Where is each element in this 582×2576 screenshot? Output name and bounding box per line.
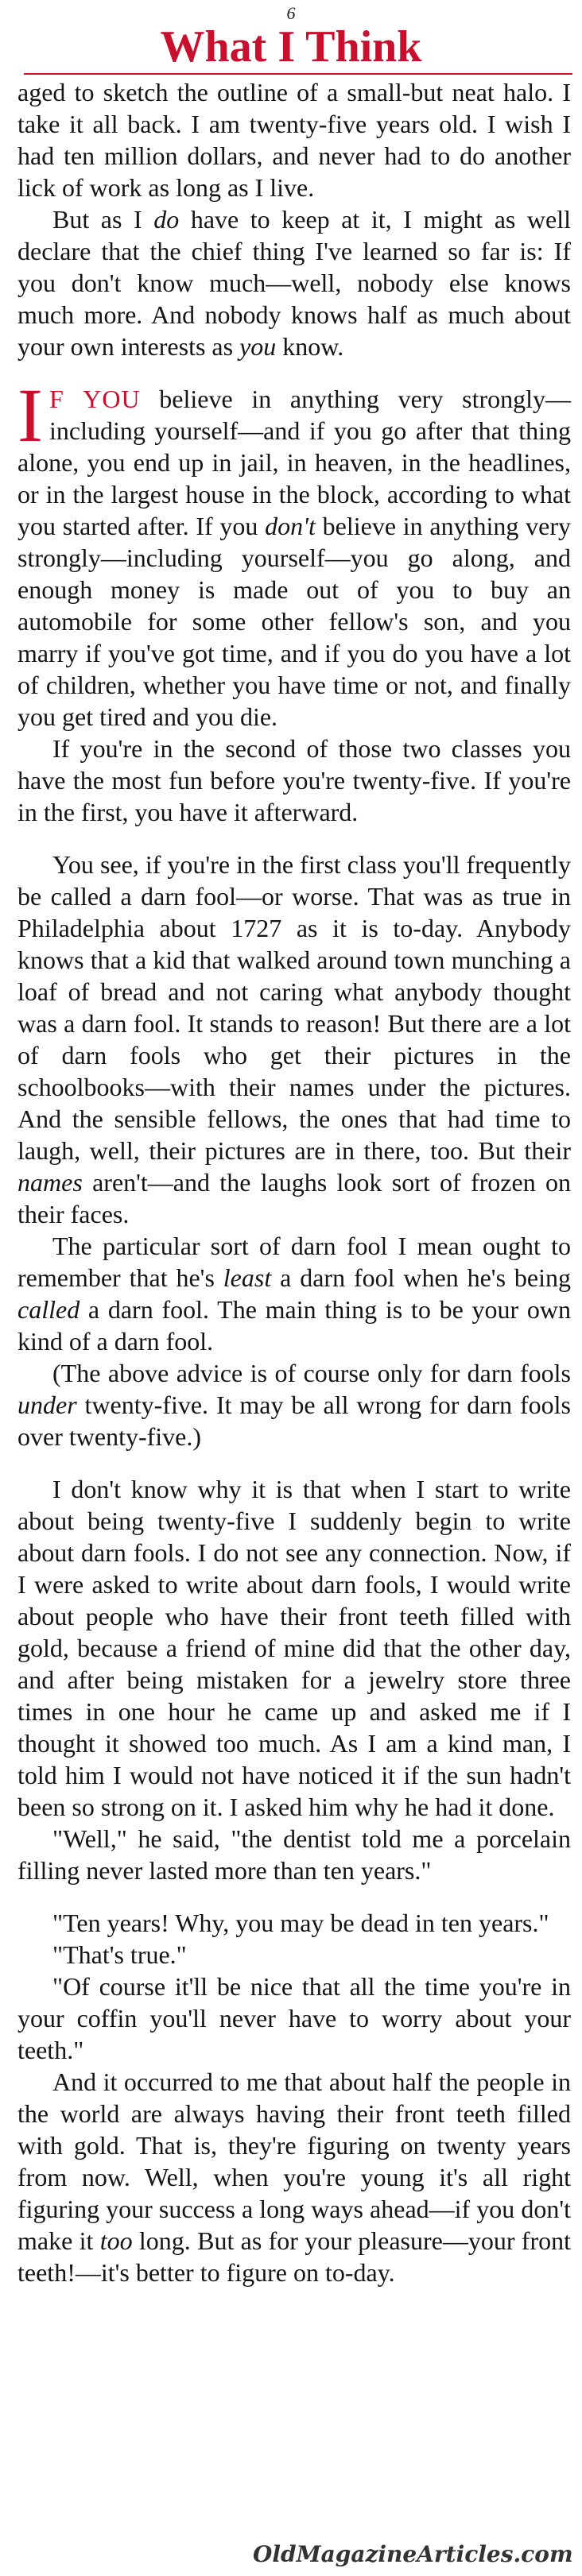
emphasis-run: least	[223, 1263, 272, 1292]
paragraph-3	[17, 373, 572, 733]
paragraph-6	[17, 1230, 571, 1357]
text-run: But as I	[52, 205, 154, 234]
paragraph-5	[17, 849, 571, 1230]
emphasis-run: under	[17, 1390, 77, 1419]
text-run: believe in anything very strongly—including yourself—and if you go after that thing alone, you end up in jail, in heaven, in the headlines, or in the largest house in the block, according to what you started after. If you	[17, 385, 572, 540]
page-number: 6	[286, 3, 296, 23]
text-run: know.	[276, 332, 344, 361]
text-run: (The above advice is of course only for darn fools	[52, 1359, 571, 1387]
paragraph-12: "Of course it'll be nice that all the time you're in your coffin you'll never have to worry about your teeth."	[17, 1972, 571, 2064]
paragraph-9: "Well," he said, "the dentist told me a porcelain filling never lasted more than ten years."	[17, 1824, 571, 1885]
emphasis-run: called	[17, 1295, 80, 1324]
paragraph-7	[17, 1357, 571, 1452]
paragraph-10: "Ten years! Why, you may be dead in ten years."	[52, 1909, 549, 1937]
emphasis-run: you	[239, 332, 277, 361]
column-title: What I Think	[160, 22, 422, 72]
lead-in-caps: F YOU	[48, 385, 141, 413]
text-run: believe in anything very strongly—including yourself—you go along, and enough money is made out of you to buy an automobile for some other fellow's son, and you marry if you've got time, and if you do you have a lot of children, whether you have time or not, and finally you get tired and you die.	[17, 512, 572, 731]
text-run: twenty-five. It may be all wrong for darn fools over twenty-five.)	[17, 1390, 571, 1451]
paragraph-5-text: You see, if you're in the first class you'll frequently be called a darn fool—or worse. That was as true in Philadelphia about 1727 as it is to-day. Anybody knows that a kid that walked around town munching a loaf of bread and not caring what anybody thought was a darn fool. It stands to reason! But there are a lot of darn fools who get their pictures in the schoolbooks—with their names under the pictures. And the sensible fellows, the ones that had time to laugh, well, their pictures are in there, too. But their	[17, 850, 571, 1165]
article-body	[17, 76, 571, 2288]
paragraph-13	[17, 2066, 571, 2288]
emphasis-run: don't	[265, 512, 316, 540]
title-divider	[24, 73, 572, 75]
paragraph-1: aged to sketch the outline of a small-but neat halo. I take it all back. I am twenty-five years old. I wish I had ten million dollars, and never had to do another lick of work as long as I live.	[17, 78, 571, 202]
text-run: a darn fool. The main thing is to be your own kind of a darn fool.	[17, 1295, 571, 1356]
paragraph-5-end: aren't—and the laughs look sort of frozen on their faces.	[17, 1168, 572, 1228]
drop-cap: I	[17, 373, 43, 458]
site-watermark: OldMagazineArticles.com	[253, 2541, 573, 2567]
text-run: have to keep at it, I might as well declare that the chief thing I've learned so far is: If you don't know much—well, nobody else knows much more. And nobody knows half as much about your own interests as	[17, 205, 572, 361]
emphasis-run: do	[153, 205, 180, 234]
text-run: And it occurred to me that about half the people in the world are always having their front teeth filled with gold. That is, they're figuring on twenty years from now. Well, when you're young it's all right figuring your success a long ways ahead—if you don't make it	[17, 2067, 571, 2255]
paragraph-5-emphasis: names	[17, 1168, 83, 1197]
text-run: long. But as for your pleasure—your front teeth!—it's better to figure on to-day.	[17, 2226, 571, 2287]
paragraph-11: "That's true."	[52, 1940, 187, 1969]
paragraph-8: I don't know why it is that when I start to write about being twenty-five I suddenly begin to write about darn fools. I do not see any connection. Now, if I were asked to write about darn fools, I would write about people who have their front teeth filled with gold, because a friend of mine did that the other day, and after being mistaken for a jewelry store three times in one hour he came up and asked me if I thought it showed too much. As I am a kind man, I told him I would not have noticed it if the sun hadn't been so strong on it. I asked him why he had it done.	[17, 1475, 571, 1821]
paragraph-3-text	[17, 373, 572, 731]
paragraph-2	[17, 203, 571, 362]
text-run: a darn fool when he's being	[271, 1263, 571, 1292]
emphasis-run: too	[99, 2226, 133, 2255]
paragraph-4: If you're in the second of those two classes you have the most fun before you're twenty-five. If you're in the first, you have it afterward.	[17, 734, 571, 826]
text-run: The particular sort of darn fool I mean ought to remember that he's	[17, 1232, 571, 1292]
